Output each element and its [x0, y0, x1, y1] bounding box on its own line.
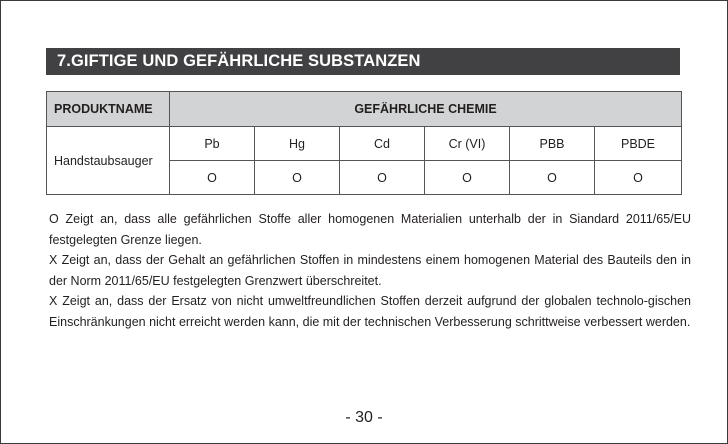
legend-notes	[49, 209, 691, 332]
note-x-exceeds-limit: X Zeigt an, dass der Gehalt an gefährlichen Stoffen in mindestens einem homogenen Material des Bauteils den in der Norm 2011/65/EU festgelegten Grenzwert überschreitet.	[49, 253, 691, 288]
substance-cell-pbde: PBDE	[595, 127, 682, 161]
value-cell-cd: O	[340, 161, 425, 195]
value-cell-pbb: O	[510, 161, 595, 195]
value-cell-pb: O	[170, 161, 255, 195]
note-o-below-limit: O Zeigt an, dass alle gefährlichen Stoffe aller homogenen Materialien unterhalb der in Siandard 2011/65/EU festgelegten Grenze liegen.	[49, 212, 691, 247]
value-cell-hg: O	[255, 161, 340, 195]
section-title: 7.GIFTIGE UND GEFÄHRLICHE SUBSTANZEN	[46, 48, 680, 75]
value-cell-pbde: O	[595, 161, 682, 195]
value-cell-cr-vi: O	[425, 161, 510, 195]
product-name-header: PRODUKTNAME	[47, 92, 170, 127]
substance-row	[47, 127, 682, 161]
substance-cell-cd: Cd	[340, 127, 425, 161]
hazardous-substances-table	[46, 91, 682, 195]
hazardous-chemistry-header: GEFÄHRLICHE CHEMIE	[170, 92, 682, 127]
product-name-cell: Handstaubsauger	[47, 127, 170, 195]
note-x-replacement: X Zeigt an, dass der Ersatz von nicht umweltfreundlichen Stoffen derzeit aufgrund der globalen technolo-gischen Einschränkungen nicht erreicht werden kann, die mit der technischen Verbesserung schrittweise verbessert werden.	[49, 294, 691, 329]
substance-cell-hg: Hg	[255, 127, 340, 161]
substance-cell-pbb: PBB	[510, 127, 595, 161]
page-number: - 30 -	[345, 409, 383, 426]
table-header-row	[47, 92, 682, 127]
substance-cell-pb: Pb	[170, 127, 255, 161]
substance-cell-cr-vi: Cr (VI)	[425, 127, 510, 161]
